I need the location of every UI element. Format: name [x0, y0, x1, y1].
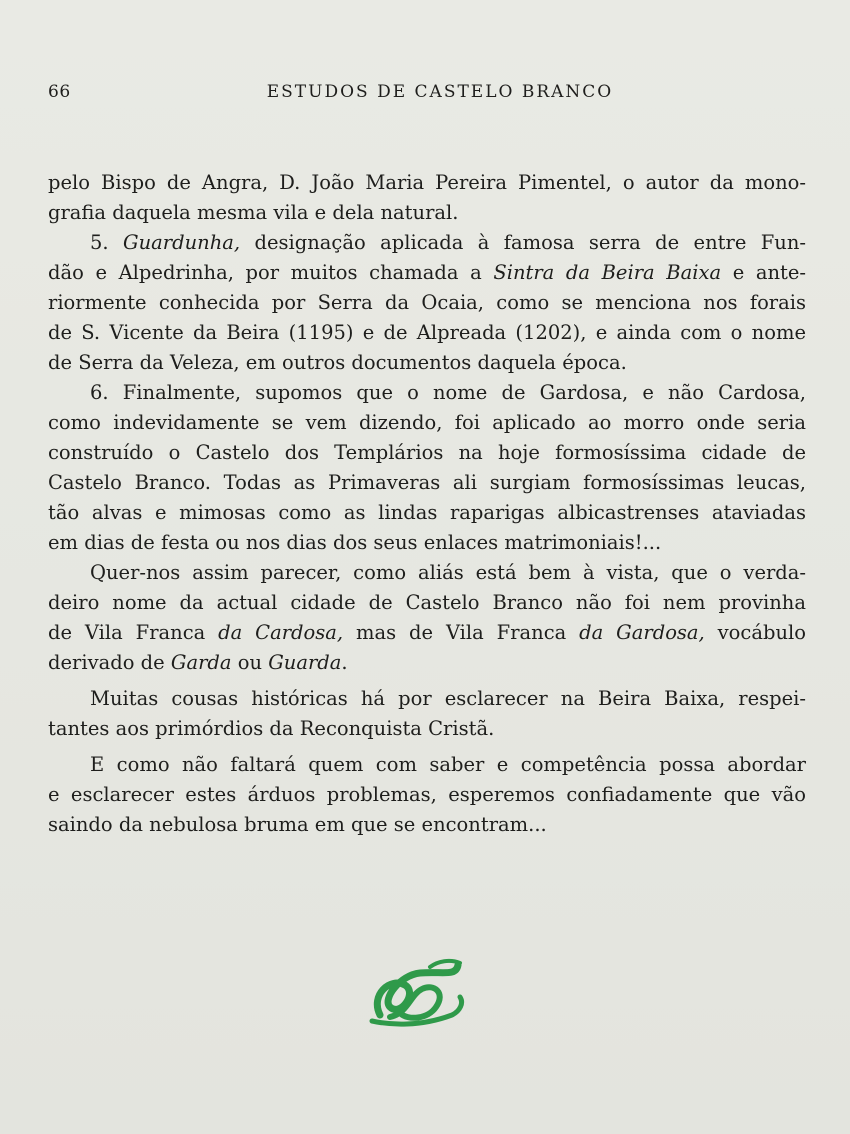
text-line: 6. Finalmente, supomos que o nome de Gardosa, e não Cardosa, [90, 381, 806, 404]
text-line: e esclarecer estes árduos problemas, esperemos confiadamente que vão [48, 783, 806, 806]
paragraph-continuation [48, 168, 806, 228]
text-line: pelo Bispo de Angra, D. João Maria Pereira Pimentel, o autor da mono- [48, 171, 806, 194]
text-line: grafia daquela mesma vila e dela natural. [48, 201, 459, 224]
text-line: de Serra da Veleza, em outros documentos daquela época. [48, 351, 627, 374]
body-text [48, 168, 806, 840]
text-line: derivado de Garda ou Guarda. [48, 651, 348, 674]
text-line: E como não faltará quem com saber e competência possa abordar [90, 753, 806, 776]
paragraph-note-6 [48, 378, 806, 558]
text-line: construído o Castelo dos Templários na hoje formosíssima cidade de [48, 441, 806, 464]
text-line: dão e Alpedrinha, por muitos chamada a Sintra da Beira Baixa e ante- [48, 261, 806, 284]
text-line: saindo da nebulosa bruma em que se encontram... [48, 813, 547, 836]
page-number: 66 [48, 82, 71, 102]
text-line: como indevidamente se vem dizendo, foi aplicado ao morro onde seria [48, 411, 806, 434]
text-line: Muitas cousas históricas há por esclarecer na Beira Baixa, respei- [90, 687, 806, 710]
text-line: Castelo Branco. Todas as Primaveras ali surgiam formosíssimas leucas, [48, 471, 806, 494]
page-header [48, 82, 802, 108]
green-flourish-ornament-icon [360, 955, 470, 1027]
text-line: deiro nome da actual cidade de Castelo Branco não foi nem provinha [48, 591, 806, 614]
paragraph-note-5 [48, 228, 806, 378]
text-line: em dias de festa ou nos dias dos seus enlaces matrimoniais!... [48, 531, 662, 554]
ornament-stroke [390, 987, 440, 1018]
paragraph-quer-nos [48, 558, 806, 678]
text-line: Quer-nos assim parecer, como aliás está bem à vista, que o verda- [90, 561, 806, 584]
paragraph-muitas-cousas [48, 684, 806, 744]
text-line: de S. Vicente da Beira (1195) e de Alpreada (1202), e ainda com o nome [48, 321, 806, 344]
running-title: ESTUDOS DE CASTELO BRANCO [266, 82, 614, 102]
text-line: 5. Guardunha, designação aplicada à famosa serra de entre Fun- [90, 231, 806, 254]
text-line: de Vila Franca da Cardosa, mas de Vila Franca da Gardosa, vocábulo [48, 621, 806, 644]
text-line: riormente conhecida por Serra da Ocaia, como se menciona nos forais [48, 291, 806, 314]
paragraph-e-como [48, 750, 806, 840]
text-line: tão alvas e mimosas como as lindas raparigas albicastrenses ataviadas [48, 501, 806, 524]
text-line: tantes aos primórdios da Reconquista Cristã. [48, 717, 495, 740]
